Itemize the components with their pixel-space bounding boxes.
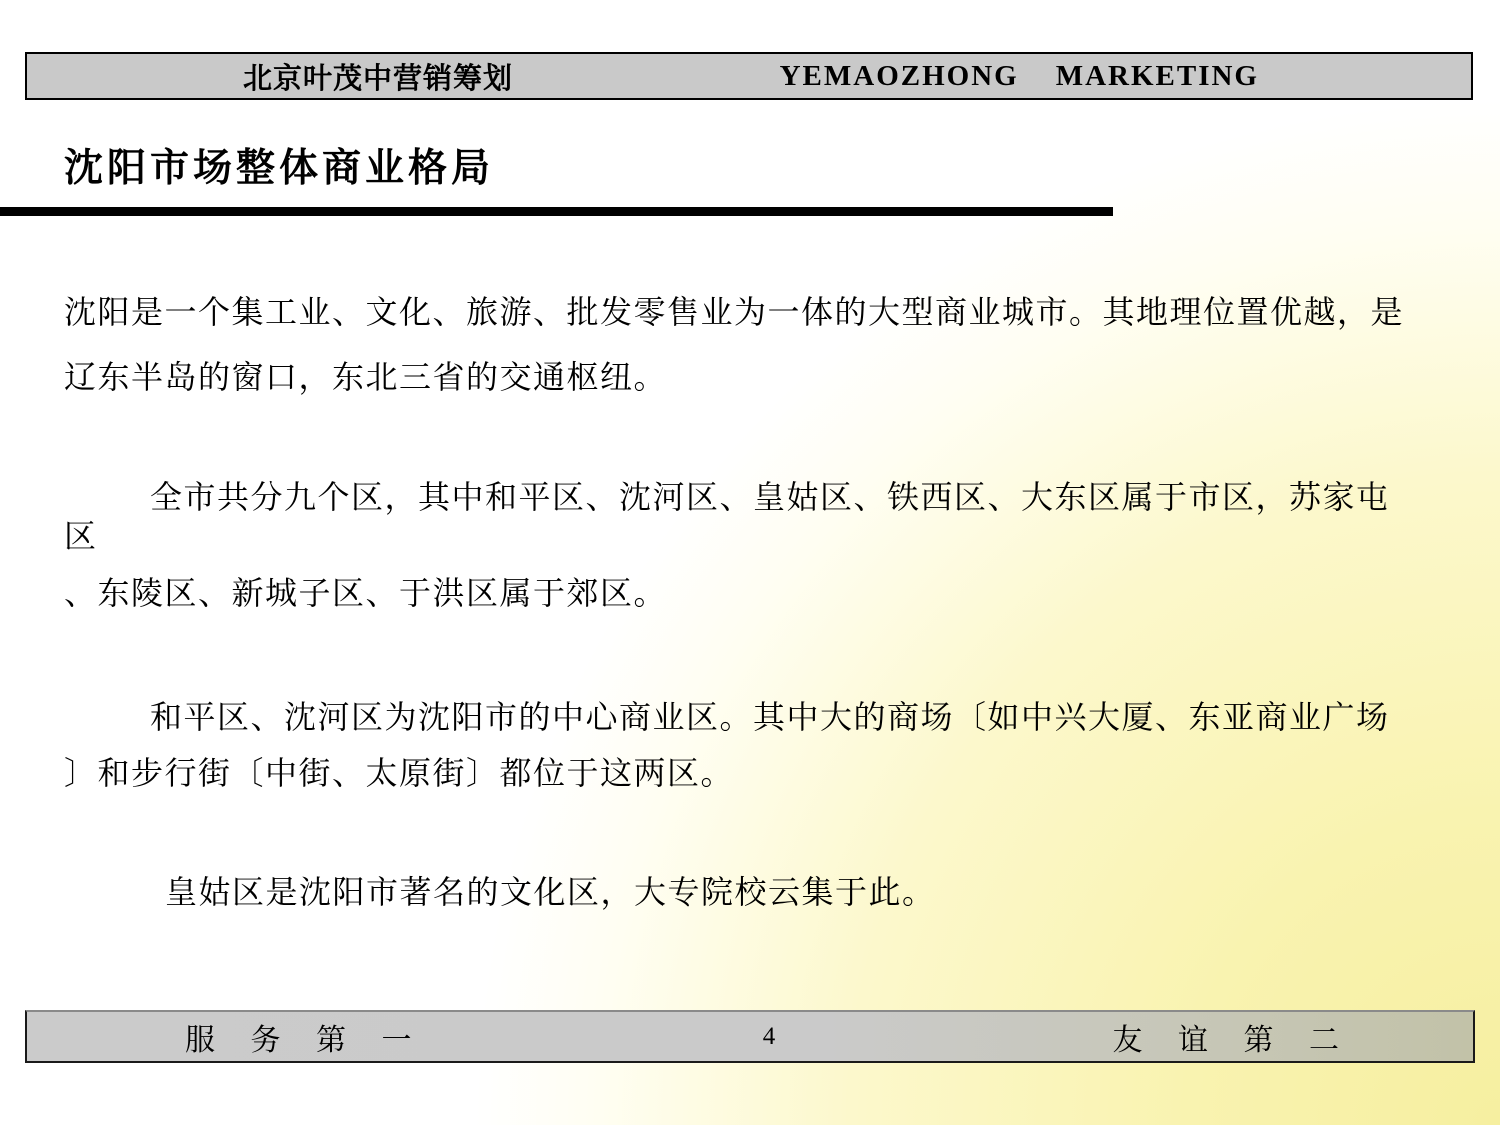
page-number: 4 <box>762 1022 776 1050</box>
header-bar <box>25 52 1473 100</box>
body-line: 〕和步行街〔中街、太原街〕都位于这两区。 <box>64 755 735 791</box>
company-name: 北京叶茂中营销筹划 <box>243 62 514 95</box>
page-title: 沈阳市场整体商业格局 <box>64 147 495 190</box>
body-line: 区 <box>64 518 98 554</box>
title-underline-rule <box>0 207 1113 216</box>
body-line: 皇姑区是沈阳市著名的文化区，大专院校云集于此。 <box>165 874 936 910</box>
body-line: 全市共分九个区，其中和平区、沈河区、皇姑区、铁西区、大东区属于市区，苏家屯 <box>150 479 1390 515</box>
footer-right-slogan: 友 谊 第 二 <box>1112 1023 1353 1057</box>
footer-left-slogan: 服 务 第 一 <box>185 1023 426 1057</box>
body-line: 沈阳是一个集工业、文化、旅游、批发零售业为一体的大型商业城市。其地理位置优越，是 <box>64 294 1405 330</box>
footer-bar <box>25 1010 1475 1063</box>
body-line: 辽东半岛的窗口，东北三省的交通枢纽。 <box>64 359 668 395</box>
brand-name-english: YEMAOZHONG MARKETING <box>779 59 1259 92</box>
body-line: 和平区、沈河区为沈阳市的中心商业区。其中大的商场〔如中兴大厦、东亚商业广场 <box>150 699 1390 735</box>
body-line: 、东陵区、新城子区、于洪区属于郊区。 <box>64 575 668 611</box>
